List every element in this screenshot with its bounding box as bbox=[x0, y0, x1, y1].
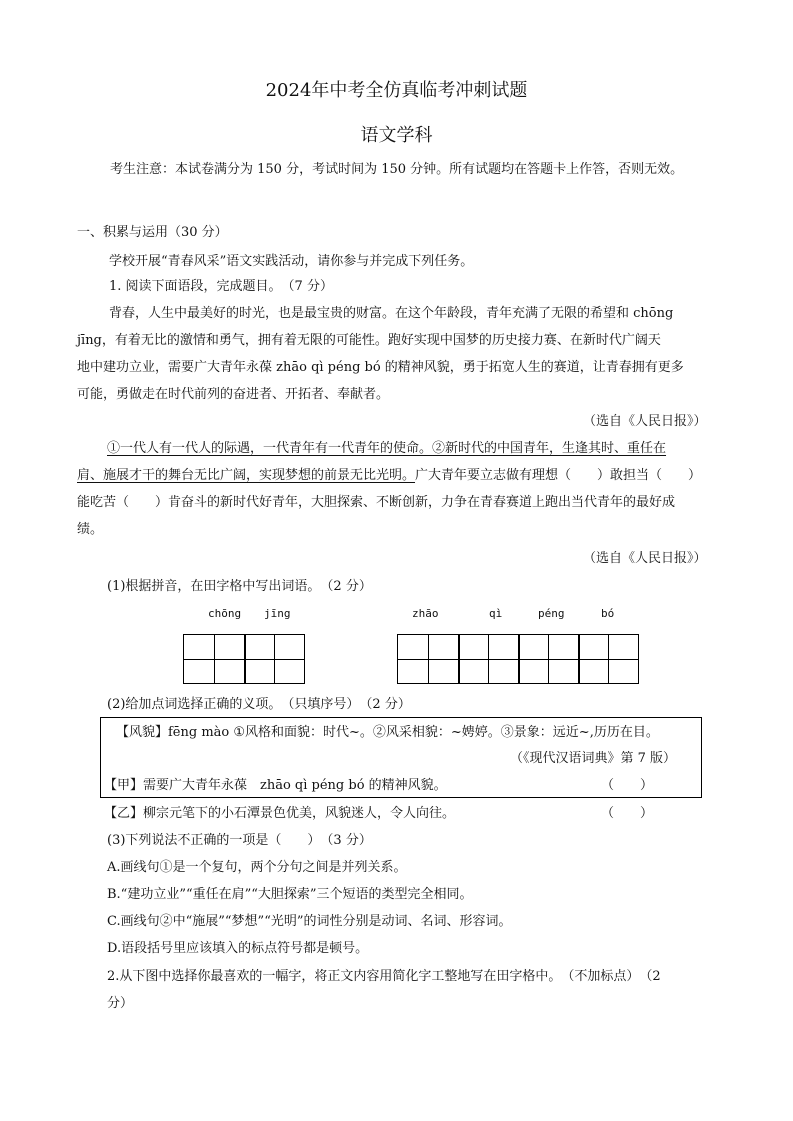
passage2-line: 能吃苦（ ）肯奋斗的新时代好青年，大胆探索、不断创新，力争在青春赛道上跑出当代青年的最好成 bbox=[77, 495, 676, 510]
passage1-line: 背春，人生中最美好的时光，也是最宝贵的财富。在这个年龄段，青年充满了无限的希望和 chōng bbox=[109, 306, 674, 321]
tianzige-cell[interactable] bbox=[458, 635, 488, 683]
dictionary-definition: 【风貌】fēng mào ①风格和面貌：时代~。②风采相貌：~娉婷。③景象：远近~,历历在目。 bbox=[116, 725, 659, 740]
passage2-line-1 bbox=[107, 441, 666, 457]
tianzige-cell[interactable] bbox=[214, 635, 244, 683]
tianzige-cell[interactable] bbox=[608, 635, 638, 683]
sentence-yi: 【乙】柳宗元笔下的小石潭景色优美，风貌迷人，令人向往。 bbox=[104, 806, 456, 821]
section-intro: 学校开展“青春风采”语文实践活动，请你参与并完成下列任务。 bbox=[109, 254, 474, 269]
dictionary-source: （《现代汉语词典》第 7 版） bbox=[510, 751, 677, 766]
tianzige-cell[interactable] bbox=[578, 635, 608, 683]
tianzige-cell[interactable] bbox=[398, 635, 428, 683]
answer-blank-yi[interactable]: （ ） bbox=[601, 806, 654, 821]
tianzige-cell[interactable] bbox=[428, 635, 458, 683]
pinyin-label: chōng bbox=[208, 607, 242, 620]
answer-blank-jia[interactable]: （ ） bbox=[601, 778, 654, 793]
section-heading: 一、积累与运用（30 分） bbox=[77, 225, 228, 240]
tianzige-cell[interactable] bbox=[518, 635, 548, 683]
passage2-line: 绩。 bbox=[77, 522, 104, 537]
tianzige-cell[interactable] bbox=[244, 635, 274, 683]
sub-question-1-stem: (1)根据拼音，在田字格中写出词语。 （2 分） bbox=[107, 579, 372, 594]
question-2-stem: 2.从下图中选择你最喜欢的一幅字，将正文内容用简化字工整地写在田字格中。 （不加标点） （2 bbox=[107, 969, 661, 984]
passage2-text: 广大青年要立志做有理想（ ）敢担当（ ） bbox=[415, 468, 702, 483]
pinyin-label: jīng bbox=[264, 607, 291, 620]
sub-question-3-stem: (3)下列说法不正确的一项是（ ） （3 分） bbox=[107, 833, 372, 848]
pinyin-label: zhāo bbox=[412, 607, 439, 620]
exam-title: 2024年中考全仿真临考冲刺试题 bbox=[265, 80, 528, 101]
question-1-stem: 1. 阅读下面语段，完成题目。 （7 分） bbox=[109, 279, 333, 294]
exam-notice: 考生注意：本试卷满分为 150 分，考试时间为 150 分钟。所有试题均在答题卡上作答，否则无效。 bbox=[110, 162, 684, 177]
underlined-sentence-2b: 肩、施展才干的舞台无比广阔，实现梦想的前景无比光明。 bbox=[77, 468, 416, 483]
underlined-sentence-2a: ②新时代的中国青年，生逢其时、重任在 bbox=[432, 441, 667, 456]
tianzige-grid-left[interactable] bbox=[183, 634, 305, 684]
tianzige-cell[interactable] bbox=[184, 635, 214, 683]
pinyin-label: bó bbox=[601, 607, 615, 620]
passage2-source: （选自《人民日报》） bbox=[583, 551, 707, 566]
tianzige-grid-right[interactable] bbox=[397, 634, 639, 684]
passage1-line: 地中建功立业，需要广大青年永葆 zhāo qì péng bó 的精神风貌，勇于拓宽人生的赛道，让青春拥有更多 bbox=[77, 360, 684, 375]
pinyin-label: péng bbox=[538, 607, 565, 620]
tianzige-cell[interactable] bbox=[274, 635, 304, 683]
underlined-sentence-1: ①一代人有一代人的际遇，一代青年有一代青年的使命。 bbox=[107, 441, 433, 456]
option-b[interactable]: B.“建功立业”“重任在肩”“大胆探索”三个短语的类型完全相同。 bbox=[107, 887, 473, 902]
tianzige-cell[interactable] bbox=[488, 635, 518, 683]
option-d[interactable]: D.语段括号里应该填入的标点符号都是顿号。 bbox=[107, 941, 369, 956]
passage1-line: 可能，勇做走在时代前列的奋进者、开拓者、奉献者。 bbox=[77, 387, 390, 402]
sentence-jia: 【甲】需要广大青年永葆 zhāo qì péng bó 的精神风貌。 bbox=[104, 778, 447, 793]
pinyin-label: qì bbox=[489, 607, 503, 620]
passage1-line: jīng，有着无比的激情和勇气，拥有着无限的可能性。跑好实现中国梦的历史接力赛、在新时代广阔天 bbox=[77, 333, 661, 348]
tianzige-cell[interactable] bbox=[548, 635, 578, 683]
exam-subject: 语文学科 bbox=[360, 125, 433, 146]
question-2-stem-cont: 分） bbox=[107, 996, 134, 1011]
passage1-source: （选自《人民日报》） bbox=[583, 414, 707, 429]
option-c[interactable]: C.画线句②中“施展”“梦想”“光明”的词性分别是动词、名词、形容词。 bbox=[107, 914, 512, 929]
passage2-line-2 bbox=[77, 468, 701, 484]
option-a[interactable]: A.画线句①是一个复句，两个分句之间是并列关系。 bbox=[107, 860, 407, 875]
sub-question-2-stem: (2)给加点词选择正确的义项。 （只填序号） （2 分） bbox=[107, 697, 411, 712]
